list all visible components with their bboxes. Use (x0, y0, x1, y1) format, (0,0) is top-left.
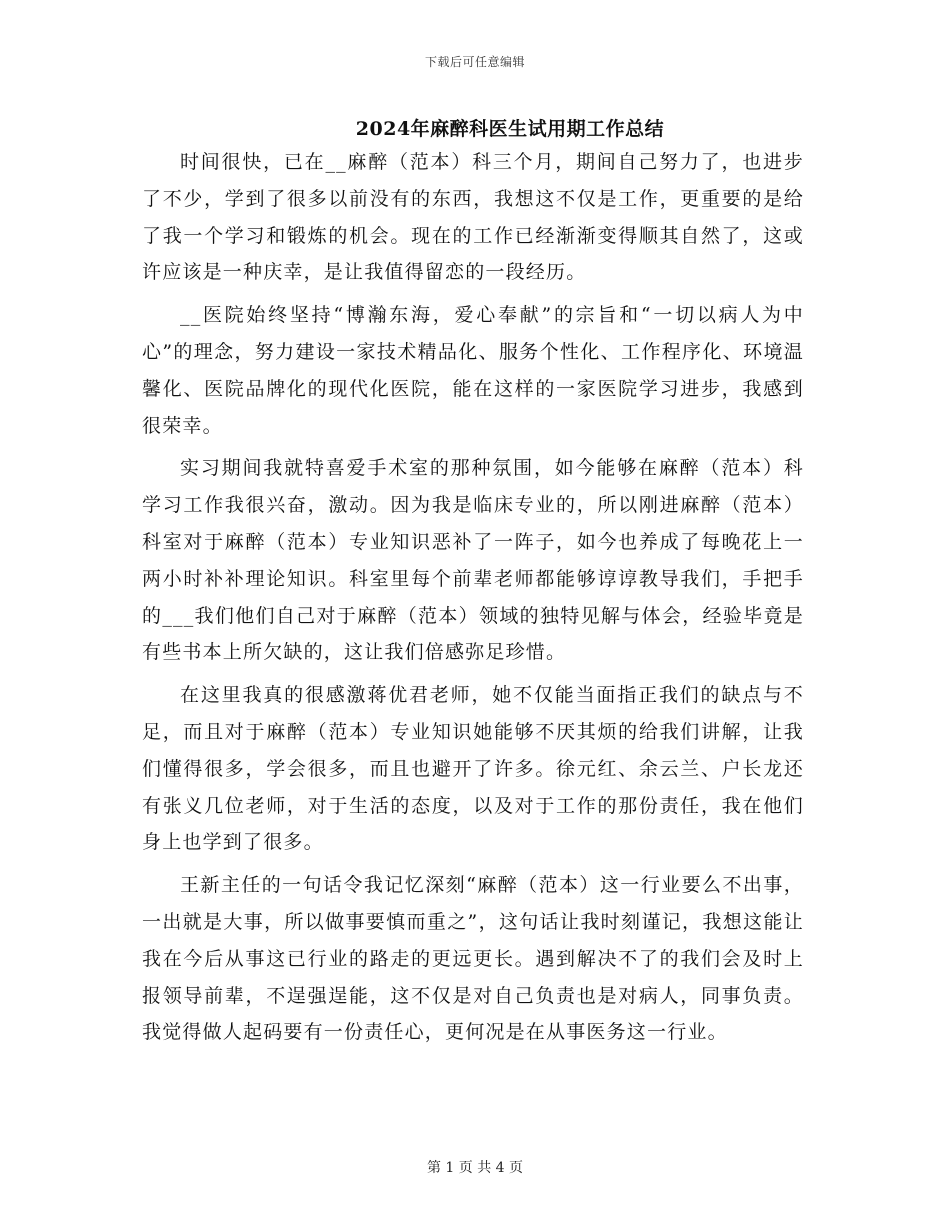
page-number: 第 1 页 共 4 页 (426, 1160, 524, 1176)
paragraph-2: __医院始终坚持“博瀚东海，爱心奉献”的宗旨和“一切以病人为中心”的理念，努力建设一家技术精品化、服务个性化、工作程序化、环境温馨化、医院品牌化的现代化医院，能在这样的一家医院学习进步，我感到很荣幸。 (142, 304, 804, 437)
document-body (142, 144, 804, 1051)
header-note: 下载后可任意编辑 (424, 55, 525, 69)
paragraph-3: 实习期间我就特喜爱手术室的那种氛围，如今能够在麻醉（范本）科学习工作我很兴奋，激动。因为我是临床专业的，所以刚进麻醉（范本）科室对于麻醉（范本）专业知识恶补了一阵子，如今也养成了每晚花上一两小时补补理论知识。科室里每个前辈老师都能够谆谆教导我们，手把手的___我们他们自己对于麻醉（范本）领域的独特见解与体会，经验毕竟是有些书本上所欠缺的，这让我们倍感弥足珍惜。 (142, 457, 804, 664)
paragraph-1: 时间很快，已在__麻醉（范本）科三个月，期间自己努力了，也进步了不少，学到了很多以前没有的东西，我想这不仅是工作，更重要的是给了我一个学习和锻炼的机会。现在的工作已经渐渐变得顺其自然了，这或许应该是一种庆幸，是让我值得留恋的一段经历。 (142, 151, 804, 284)
document-title: 2024年麻醉科医生试用期工作总结 (355, 118, 665, 140)
paragraph-4: 在这里我真的很感激蒋优君老师，她不仅能当面指正我们的缺点与不足，而且对于麻醉（范本）专业知识她能够不厌其烦的给我们讲解，让我们懂得很多，学会很多，而且也避开了许多。徐元红、余云兰、户长龙还有张义几位老师，对于生活的态度，以及对于工作的那份责任，我在他们身上也学到了很多。 (142, 684, 804, 854)
paragraph-5: 王新主任的一句话令我记忆深刻“麻醉（范本）这一行业要么不出事，一出就是大事，所以做事要慎而重之”，这句话让我时刻谨记，我想这能让我在今后从事这已行业的路走的更远更长。遇到解决不了的我们会及时上报领导前辈，不逞强逞能，这不仅是对自己负责也是对病人，同事负责。我觉得做人起码要有一份责任心，更何况是在从事医务这一行业。 (142, 874, 804, 1044)
